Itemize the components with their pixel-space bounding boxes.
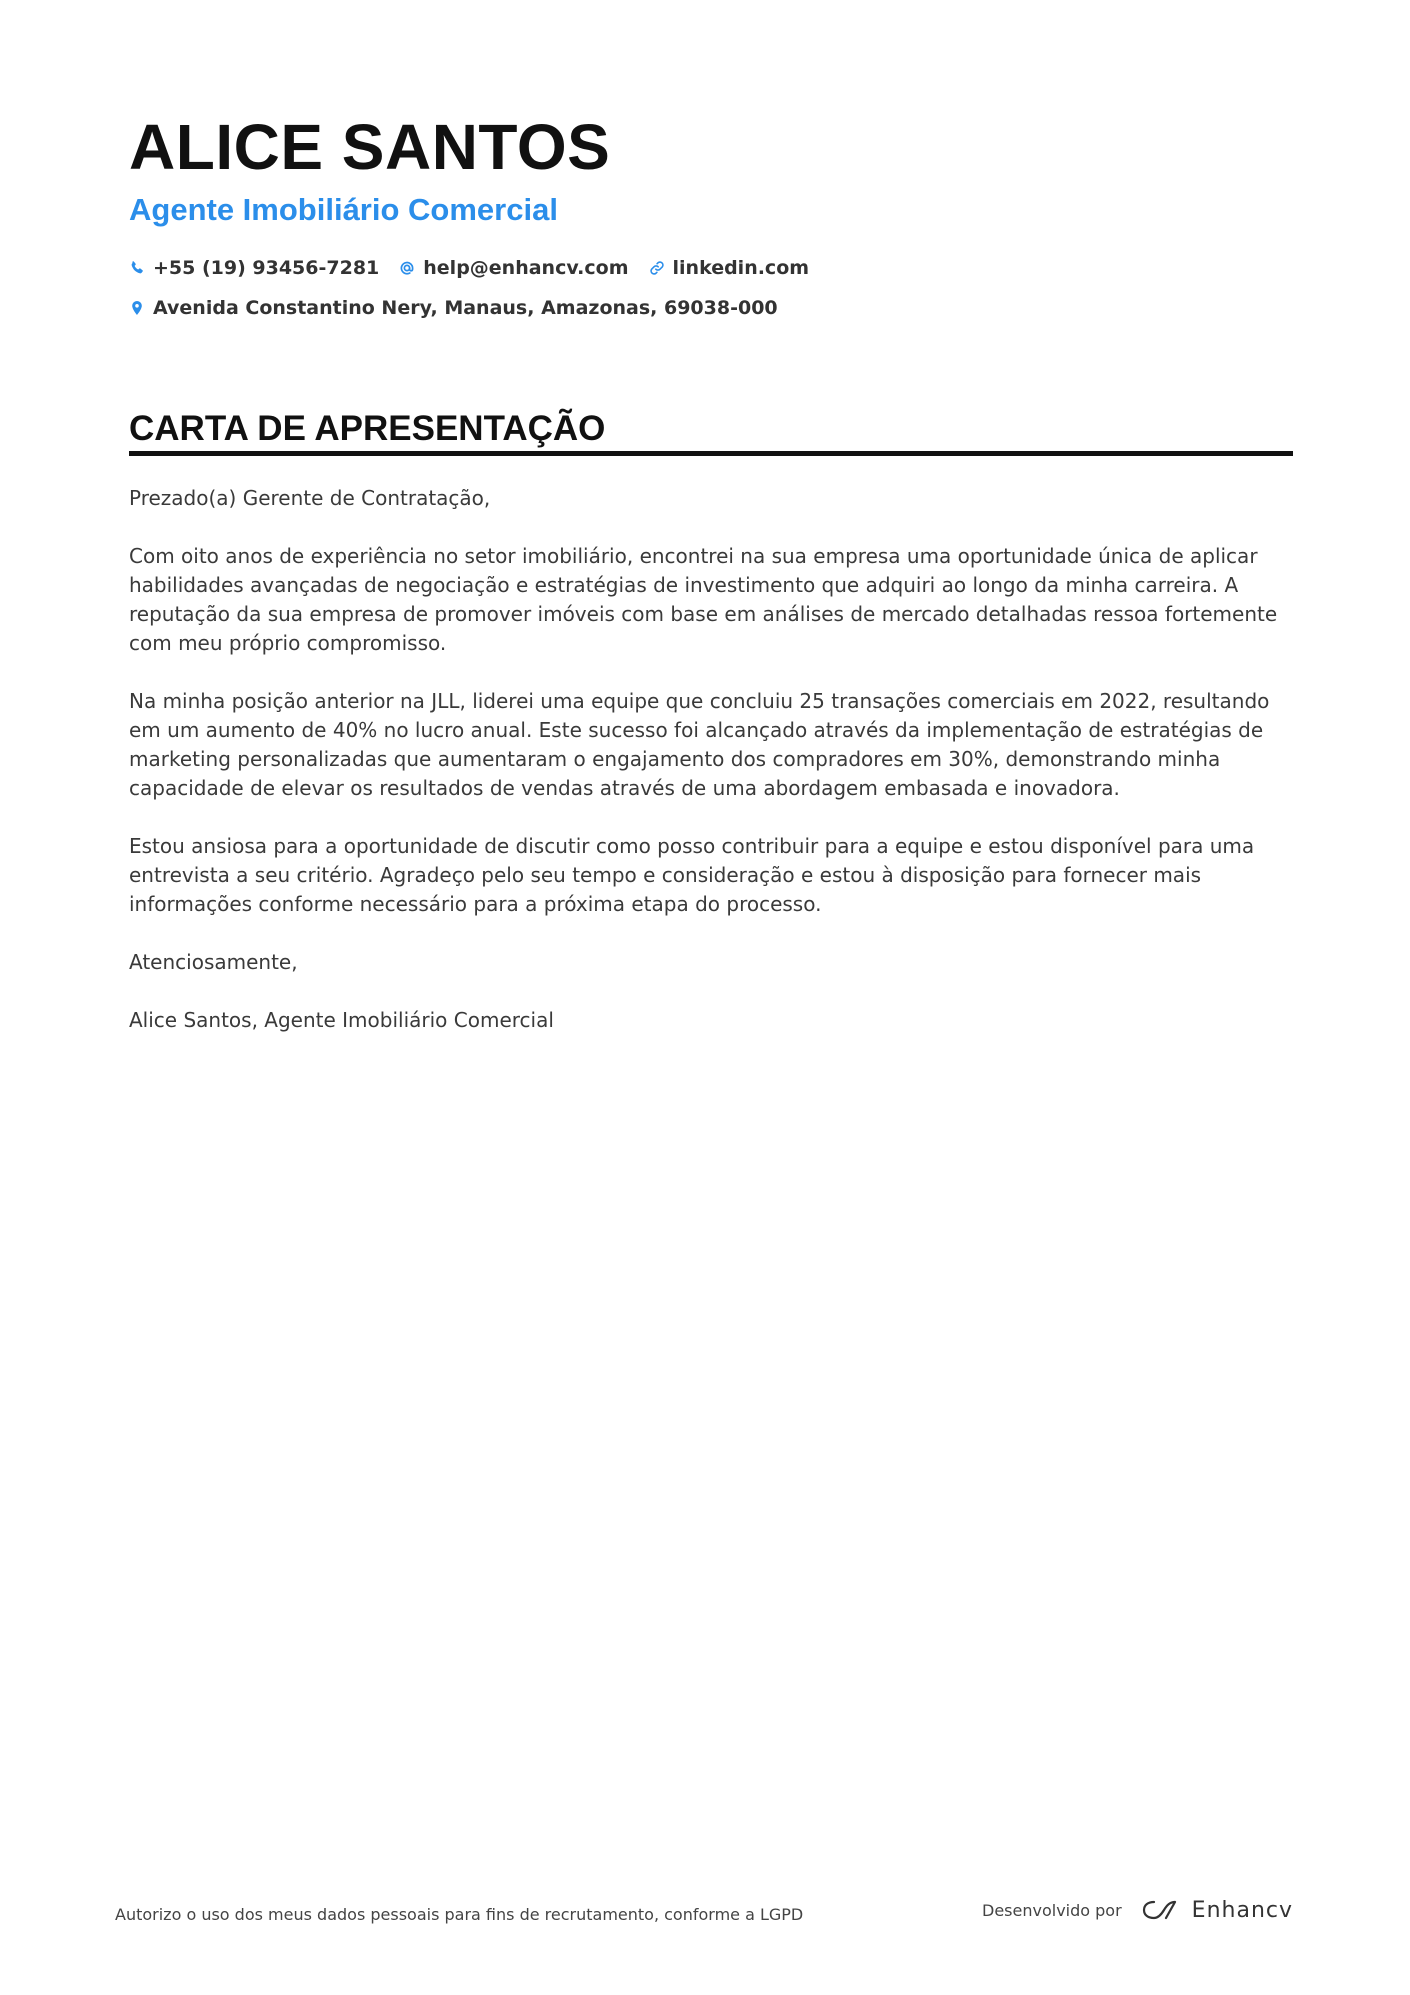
letter-paragraph: Estou ansiosa para a oportunidade de discutir como posso contribuir para a equipe e estou disponível para uma entrevista a seu critério. Agradeço pelo seu tempo e consideração e estou à disposição para fornecer mais informações conforme necessário para a próxima etapa do processo. <box>129 834 1255 916</box>
phone-contact <box>129 257 379 279</box>
brand-name: Enhancv <box>1191 1897 1293 1923</box>
phone-icon <box>129 260 145 276</box>
section-divider <box>129 451 1293 456</box>
letter-body <box>129 484 1289 1064</box>
contact-info <box>129 248 1293 328</box>
powered-by-label: Desenvolvido por <box>982 1900 1122 1920</box>
enhancv-logo-icon <box>1134 1897 1182 1923</box>
footer-consent: Autorizo o uso dos meus dados pessoais para fins de recrutamento, conforme a LGPD <box>115 1905 804 1924</box>
letter-signature: Alice Santos, Agente Imobiliário Comercial <box>129 1008 554 1032</box>
location-pin-icon <box>129 300 145 316</box>
contact-row-primary <box>129 248 1293 288</box>
header <box>129 108 1293 328</box>
contact-row-address <box>129 288 1293 328</box>
footer-brand[interactable] <box>982 1897 1293 1923</box>
candidate-name: ALICE SANTOS <box>129 111 611 183</box>
linkedin-contact[interactable] <box>649 257 810 279</box>
section-title: CARTA DE APRESENTAÇÃO <box>129 409 606 448</box>
email-contact[interactable] <box>399 257 628 279</box>
email-text[interactable]: help@enhancv.com <box>423 257 629 279</box>
letter-closing: Atenciosamente, <box>129 950 298 974</box>
letter-greeting: Prezado(a) Gerente de Contratação, <box>129 486 491 510</box>
letter-paragraph: Com oito anos de experiência no setor imobiliário, encontrei na sua empresa uma oportunidade única de aplicar habilidades avançadas de negociação e estratégias de investimento que adquiri ao longo da minha carreira. A reputação da sua empresa de promover imóveis com base em análises de mercado detalhadas ressoa fortemente com meu próprio compromisso. <box>129 544 1278 655</box>
linkedin-text[interactable]: linkedin.com <box>672 257 810 279</box>
phone-text: +55 (19) 93456-7281 <box>153 257 380 279</box>
letter-paragraph: Na minha posição anterior na JLL, liderei uma equipe que concluiu 25 transações comerciais em 2022, resultando em um aumento de 40% no lucro anual. Este sucesso foi alcançado através da implementação de estratégias de marketing personalizadas que aumentaram o engajamento dos compradores em 30%, demonstrando minha capacidade de elevar os resultados de vendas através de uma abordagem embasada e inovadora. <box>129 689 1270 800</box>
candidate-role: Agente Imobiliário Comercial <box>129 192 558 227</box>
at-icon <box>399 260 415 276</box>
link-icon <box>649 260 665 276</box>
address-contact <box>129 297 778 319</box>
address-text: Avenida Constantino Nery, Manaus, Amazonas, 69038-000 <box>153 297 778 319</box>
